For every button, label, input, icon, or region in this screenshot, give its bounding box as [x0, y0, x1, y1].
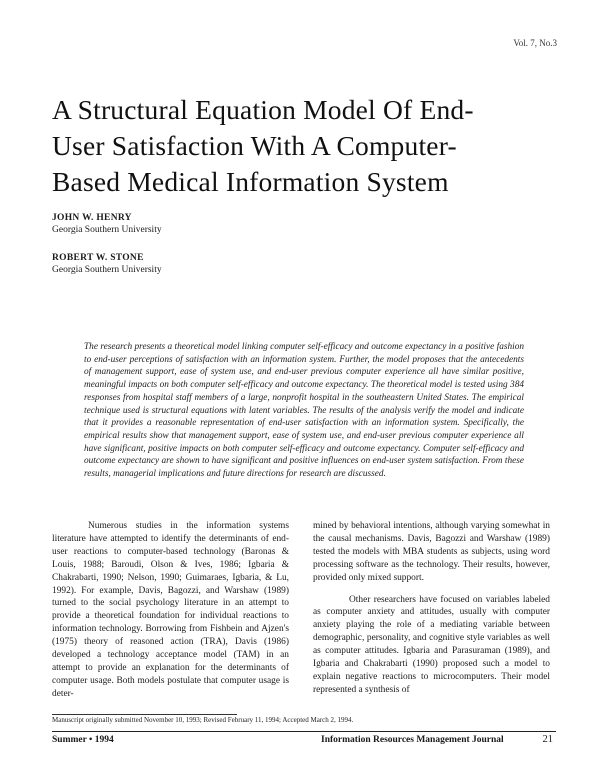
title-line: Based Medical Information System — [52, 166, 449, 197]
body-column-left — [52, 520, 289, 710]
abstract — [84, 341, 524, 481]
body-paragraph: mined by behavioral intentions, although varying somewhat in the causal mechanisms. Davis, Bagozzi and Warshaw (1989) tested the models with MBA students as subjects, using word processing software as the technology. Their results, however, provided only mixed support. — [313, 521, 550, 583]
volume-label: Vol. 7, No.3 — [513, 38, 557, 48]
footer-journal: Information Resources Management Journal — [321, 735, 504, 745]
article-title — [52, 92, 562, 200]
author-affiliation: Georgia Southern University — [52, 265, 162, 275]
body-paragraph: Other researchers have focused on variables labeled as computer anxiety and attitudes, usually with computer anxiety playing the role of a mediating variable between demographic, personality, and cognitive style variables as well as computer attitudes. Igbaria and Parasuraman (1989), and Igbaria and Chakrabarti (1990) proposed such a model to explain negative reactions to microcomputers. Their model represented a synthesis of — [313, 594, 550, 695]
page-number: 21 — [542, 734, 553, 745]
footer-issue: Summer • 1994 — [52, 735, 114, 745]
author-block — [52, 212, 162, 236]
abstract-text: The research presents a theoretical model linking computer self-efficacy and outcome expectancy in a positive fashion to end-user perceptions of satisfaction with an information system. Further, the model proposes that the antecedents of management support, ease of system use, and end-user previous computer experience all have similar positive, meaningful impacts on both computer self-efficacy and outcome expectancy. The theoretical model is tested using 384 responses from hospital staff members of a large, nonprofit hospital in the southeastern United States. The empirical technique used is structural equations with latent variables. The results of the analysis verify the model and indicate that it provides a reasonable representation of end-user satisfaction with an information system. Specifically, the empirical results show that management support, ease of system use, and end-user previous computer experience all have significant, positive impacts on both computer self-efficacy and outcome expectancy. Computer self-efficacy and outcome expectancy are shown to have significant and positive influences on end-user system satisfaction. From these results, managerial implications and future directions for research are discussed. — [84, 342, 524, 480]
body-column-right — [313, 520, 550, 706]
title-line: A Structural Equation Model Of End- — [52, 94, 474, 125]
manuscript-note: Manuscript originally submitted November 10, 1993; Revised February 11, 1994; Accepted March 2, 1994. — [52, 716, 354, 724]
footer-divider — [52, 731, 556, 732]
footnote-divider — [52, 714, 237, 715]
author-name: ROBERT W. STONE — [52, 253, 144, 263]
author-affiliation: Georgia Southern University — [52, 225, 162, 235]
author-block — [52, 252, 162, 276]
title-line: User Satisfaction With A Computer- — [52, 130, 457, 161]
body-paragraph: Numerous studies in the information systems literature have attempted to identify the determinants of end-user reactions to computer-based technology (Baronas & Louis, 1988; Baroudi, Olson & Ives, 1986; Igbaria & Chakrabarti, 1990; Nelson, 1990; Guimaraes, Igbaria, & Lu, 1992). For example, Davis, Bagozzi, and Warshaw (1989) turned to the social psychology literature in an attempt to provide a theoretical foundation for individual reactions to information technology. Borrowing from Fishbein and Ajzen's (1975) theory of reasoned action (TRA), Davis (1986) developed a technology acceptance model (TAM) in an attempt to provide an explanation for the determinants of computer usage. Both models postulate that computer usage is deter- — [52, 521, 289, 699]
author-name: JOHN W. HENRY — [52, 213, 132, 223]
